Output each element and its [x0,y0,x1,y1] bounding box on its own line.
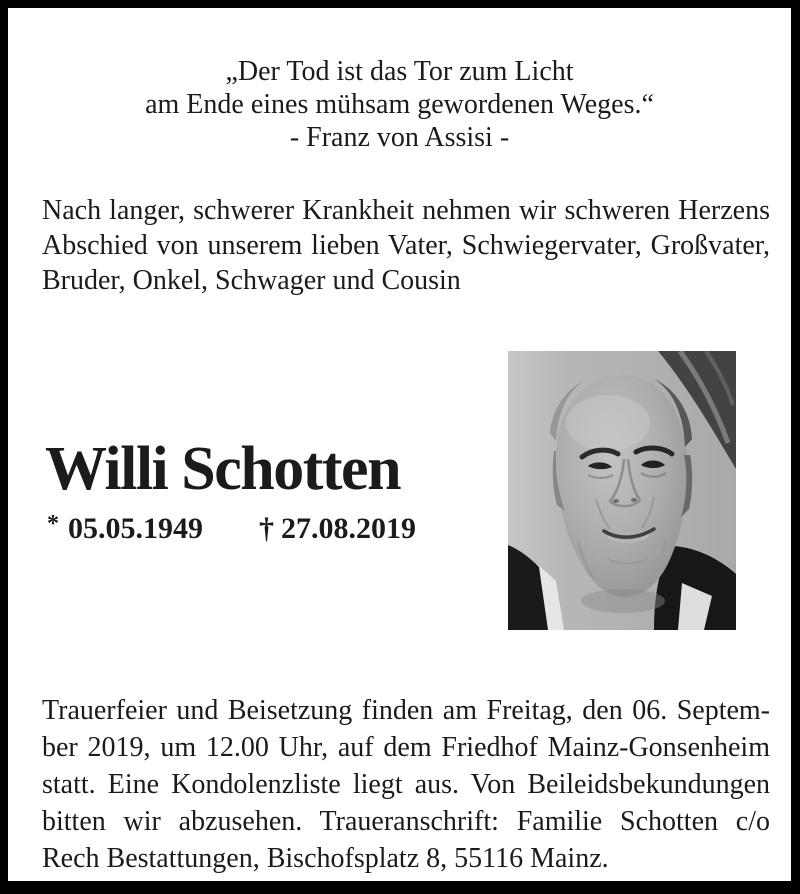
outro-line: bitten wir abzusehen. Traueranschrift: Familie Schotten c/o [42,806,770,837]
portrait-photo [508,351,736,630]
outro-line: Trauerfeier und Beisetzung finden am Freitag, den 06. Septem- [42,695,770,726]
death-date [259,511,416,549]
quote-attribution: - Franz von Assisi - [289,122,510,153]
quote-line-1: „Der Tod ist das Tor zum Licht [225,56,574,87]
death-cross-symbol: † [259,512,274,545]
death-date-value: 27.08.2019 [281,512,416,545]
birth-date [47,511,203,549]
outro-paragraph [42,692,770,877]
intro-line: Abschied von unserem lieben Vater, Schwiegervater, Großvater, [42,230,770,261]
intro-paragraph [42,193,770,298]
quote-line-2: am Ende eines mühsam gewordenen Weges.“ [145,89,654,120]
portrait-photo-image [508,351,736,630]
outro-line: ber 2019, um 12.00 Uhr, auf dem Friedhof Mainz-Gonsenheim [42,732,770,763]
outro-line: Rech Bestattungen, Bischofsplatz 8, 55116 Mainz. [42,843,609,874]
intro-line: Bruder, Onkel, Schwager und Cousin [42,265,461,296]
opening-quote [8,55,791,154]
birth-date-value: 05.05.1949 [68,512,203,545]
birth-star-symbol: * [47,511,59,537]
outro-line: statt. Eine Kondolenzliste liegt aus. Von Beileidsbekundungen [42,769,770,800]
intro-line: Nach langer, schwerer Krankheit nehmen wir schweren Herzens [42,195,770,226]
life-dates [47,511,416,549]
deceased-name: Willi Schotten [45,435,401,503]
